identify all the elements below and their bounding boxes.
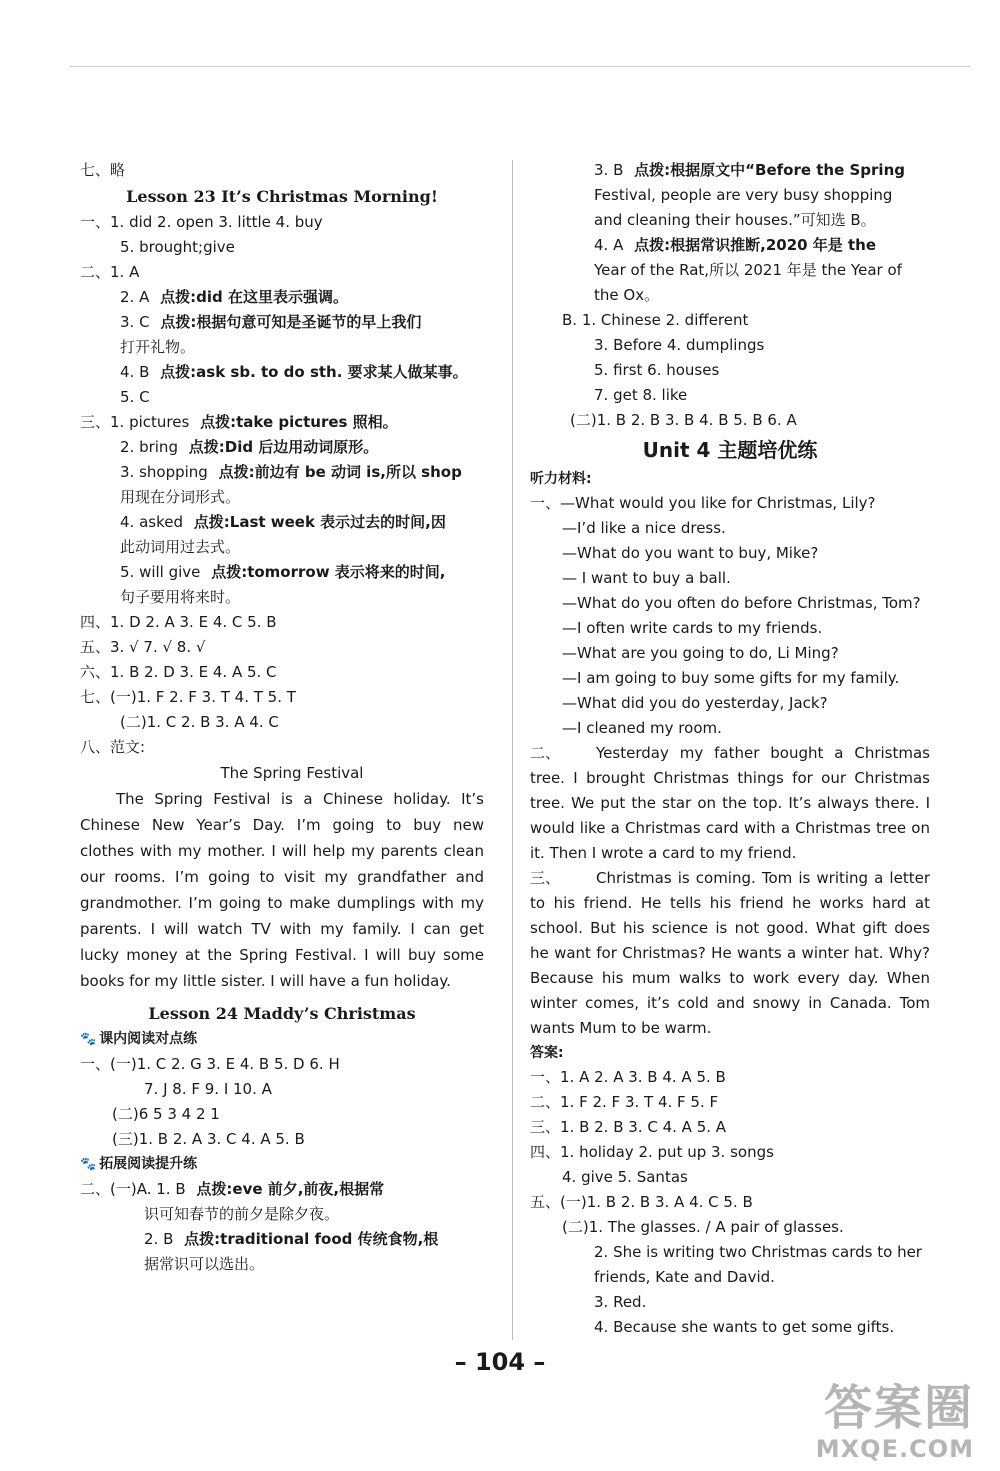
- dialog-line: —I am going to buy some gifts for my family.: [562, 669, 900, 687]
- tip-text: 点拨:Last week 表示过去的时间,因: [193, 513, 446, 531]
- dialog-line: —What do you want to buy, Mike?: [562, 544, 819, 562]
- answer-line: 一、(一)1. C 2. G 3. E 4. B 5. D 6. H: [80, 1055, 340, 1073]
- unit-4-title: Unit 4 主题培优练: [642, 438, 818, 462]
- model-essay: The Spring Festival is a Chinese holiday. It’s Chinese New Year’s Day. I’m going to buy new clothes with my mother. I will help my parents clean our rooms. I’m going to visit my grandfather and grandmother. I’m going to make dumplings with my parents. I will watch TV with my family. I can get lucky money at the Spring Festival. I will buy some books for my little sister. I will have a fun holiday.: [80, 790, 484, 990]
- tip-continuation: Festival, people are very busy shopping: [594, 186, 893, 204]
- answer-line: 四、1. D 2. A 3. E 4. C 5. B: [80, 613, 277, 631]
- answer-line: [80, 360, 484, 385]
- answer-line: [80, 435, 484, 460]
- listening-label: 听力材料:: [530, 471, 592, 487]
- listening-passage-3: [530, 866, 930, 1041]
- dialog-line: 一、—What would you like for Christmas, Lily?: [530, 494, 876, 512]
- answer-key: 4. A: [594, 236, 624, 254]
- left-column: [80, 158, 484, 1277]
- tip-continuation: 识可知春节的前夕是除夕夜。: [144, 1205, 340, 1223]
- tip-text: 点拨:ask sb. to do sth. 要求某人做某事。: [160, 363, 468, 381]
- answers-label: 答案:: [530, 1045, 564, 1061]
- answer-line: [80, 410, 484, 435]
- tip-text: 点拨:根据常识推断,2020 年是 the: [634, 236, 877, 254]
- page-number: – 104 –: [454, 1348, 546, 1376]
- answer-line: 4. Because she wants to get some gifts.: [594, 1318, 895, 1336]
- answer-line: 一、1. A 2. A 3. B 4. A 5. B: [530, 1068, 726, 1086]
- answer-line: [80, 310, 484, 335]
- dialog-line: —I’d like a nice dress.: [562, 519, 726, 537]
- answer-line: 5. brought;give: [120, 238, 235, 256]
- answer-line: 三、1. B 2. B 3. C 4. A 5. A: [530, 1118, 727, 1136]
- paw-icon: 🐾: [80, 1157, 97, 1172]
- answer-line: 五、(一)1. B 2. B 3. A 4. C 5. B: [530, 1193, 753, 1211]
- answer-line: 3. Red.: [594, 1293, 647, 1311]
- answer-line: [80, 560, 484, 585]
- tip-text: 点拨:Did 后边用动词原形。: [188, 438, 379, 456]
- answer-line: 六、1. B 2. D 3. E 4. A 5. C: [80, 663, 277, 681]
- tip-text: 点拨:tomorrow 表示将来的时间,: [211, 563, 446, 581]
- lesson-23-title: Lesson 23 It’s Christmas Morning!: [126, 187, 438, 206]
- answer-line: 七、(一)1. F 2. F 3. T 4. T 5. T: [80, 688, 296, 706]
- tip-text: 点拨:take pictures 照相。: [200, 413, 398, 431]
- tip-continuation: 句子要用将来时。: [120, 588, 241, 606]
- tip-continuation: 用现在分词形式。: [120, 488, 241, 506]
- answer-line: 7. J 8. F 9. I 10. A: [144, 1080, 272, 1098]
- answer-line: [80, 1227, 484, 1252]
- watermark-url: MXQE.COM: [815, 1435, 974, 1463]
- answer-line: 一、1. did 2. open 3. little 4. buy: [80, 213, 323, 231]
- answer-line: (二)6 5 3 4 2 1: [112, 1105, 220, 1123]
- answer-key: 2. A: [120, 288, 150, 306]
- tip-continuation: 打开礼物。: [120, 338, 196, 356]
- section-seven-note: 七、略: [80, 161, 126, 179]
- answer-line: (二)1. B 2. B 3. B 4. B 5. B 6. A: [570, 411, 797, 429]
- answer-line: 2. She is writing two Christmas cards to her: [594, 1243, 922, 1261]
- tip-text: 点拨:前边有 be 动词 is,所以 shop: [218, 463, 462, 481]
- essay-title: The Spring Festival: [220, 764, 364, 782]
- passage-label: 三、: [530, 869, 561, 887]
- tip-continuation: Year of the Rat,所以 2021 年是 the Year of: [594, 261, 902, 279]
- tip-continuation: 此动词用过去式。: [120, 538, 241, 556]
- answer-key: 二、(一)A. 1. B: [80, 1180, 186, 1198]
- passage-label: 二、: [530, 744, 561, 762]
- answer-line: [80, 285, 484, 310]
- answer-key: 5. will give: [120, 563, 201, 581]
- answer-line: (二)1. C 2. B 3. A 4. C: [120, 713, 279, 731]
- right-column: [530, 158, 930, 1340]
- answer-line: (二)1. The glasses. / A pair of glasses.: [562, 1218, 844, 1236]
- answer-key: 3. shopping: [120, 463, 208, 481]
- tip-continuation: and cleaning their houses.”可知选 B。: [594, 211, 876, 229]
- answer-line: [80, 1177, 484, 1202]
- answer-key: 3. B: [594, 161, 624, 179]
- passage-text: Yesterday my father bought a Christmas tree. I brought Christmas things for our Christmas tree. We put the star on the top. It’s always there. I would like a Christmas card with a Christmas tree on it. Then I wrote a card to my friend.: [530, 744, 930, 862]
- dialog-line: — I want to buy a ball.: [562, 569, 731, 587]
- tip-text: 点拨:eve 前夕,前夜,根据常: [196, 1180, 385, 1198]
- answer-line: B. 1. Chinese 2. different: [562, 311, 749, 329]
- answer-key: 2. B: [144, 1230, 174, 1248]
- answer-key: 3. C: [120, 313, 150, 331]
- paw-icon: 🐾: [80, 1032, 97, 1047]
- answer-key: 4. asked: [120, 513, 183, 531]
- answer-line: 四、1. holiday 2. put up 3. songs: [530, 1143, 774, 1161]
- answer-line: friends, Kate and David.: [594, 1268, 775, 1286]
- answer-line: 7. get 8. like: [594, 386, 688, 404]
- tip-text: 点拨:did 在这里表示强调。: [160, 288, 348, 306]
- tip-text: 点拨:根据句意可知是圣诞节的早上我们: [160, 313, 422, 331]
- watermark-text: 答案圈: [823, 1380, 974, 1436]
- dialog-line: —I cleaned my room.: [562, 719, 722, 737]
- answer-line: [80, 460, 484, 485]
- answer-line: [530, 233, 930, 258]
- tip-continuation: the Ox。: [594, 286, 660, 304]
- answer-line: (三)1. B 2. A 3. C 4. A 5. B: [112, 1130, 305, 1148]
- answer-line: 二、1. A: [80, 263, 140, 281]
- answer-line: 五、3. √ 7. √ 8. √: [80, 638, 206, 656]
- dialog-line: —I often write cards to my friends.: [562, 619, 823, 637]
- subsection-heading: 🐾 拓展阅读提升练: [80, 1156, 198, 1172]
- watermark-logo: [816, 1381, 974, 1463]
- essay-heading: 八、范文:: [80, 738, 146, 756]
- answer-key: 2. bring: [120, 438, 178, 456]
- answer-key: 4. B: [120, 363, 150, 381]
- answer-line: 4. give 5. Santas: [562, 1168, 688, 1186]
- answer-line: 5. C: [120, 388, 150, 406]
- dialog-line: —What are you going to do, Li Ming?: [562, 644, 839, 662]
- answer-line: 3. Before 4. dumplings: [594, 336, 765, 354]
- dialog-line: —What do you often do before Christmas, Tom?: [562, 594, 921, 612]
- tip-text: 点拨:traditional food 传统食物,根: [184, 1230, 439, 1248]
- column-divider: [512, 160, 513, 1340]
- passage-text: Christmas is coming. Tom is writing a letter to his friend. He tells his friend he works hard at school. But his science is not good. What gift does he want for Christmas? He wants a winter hat. Why? Because his mum walks to work every day. When winter comes, it’s cold and snowy in Canada. Tom wants Mum to be warm.: [530, 869, 930, 1037]
- subsection-heading: 🐾 课内阅读对点练: [80, 1031, 198, 1047]
- tip-continuation: 据常识可以选出。: [144, 1255, 265, 1273]
- top-rule: [70, 66, 970, 67]
- tip-text: 点拨:根据原文中“Before the Spring: [634, 161, 905, 179]
- answer-line: 二、1. F 2. F 3. T 4. F 5. F: [530, 1093, 719, 1111]
- answer-line: [80, 510, 484, 535]
- listening-passage-2: [530, 741, 930, 866]
- answer-line: 5. first 6. houses: [594, 361, 720, 379]
- lesson-24-title: Lesson 24 Maddy’s Christmas: [148, 1004, 416, 1023]
- answer-line: [530, 158, 930, 183]
- answer-key: 三、1. pictures: [80, 413, 190, 431]
- dialog-line: —What did you do yesterday, Jack?: [562, 694, 828, 712]
